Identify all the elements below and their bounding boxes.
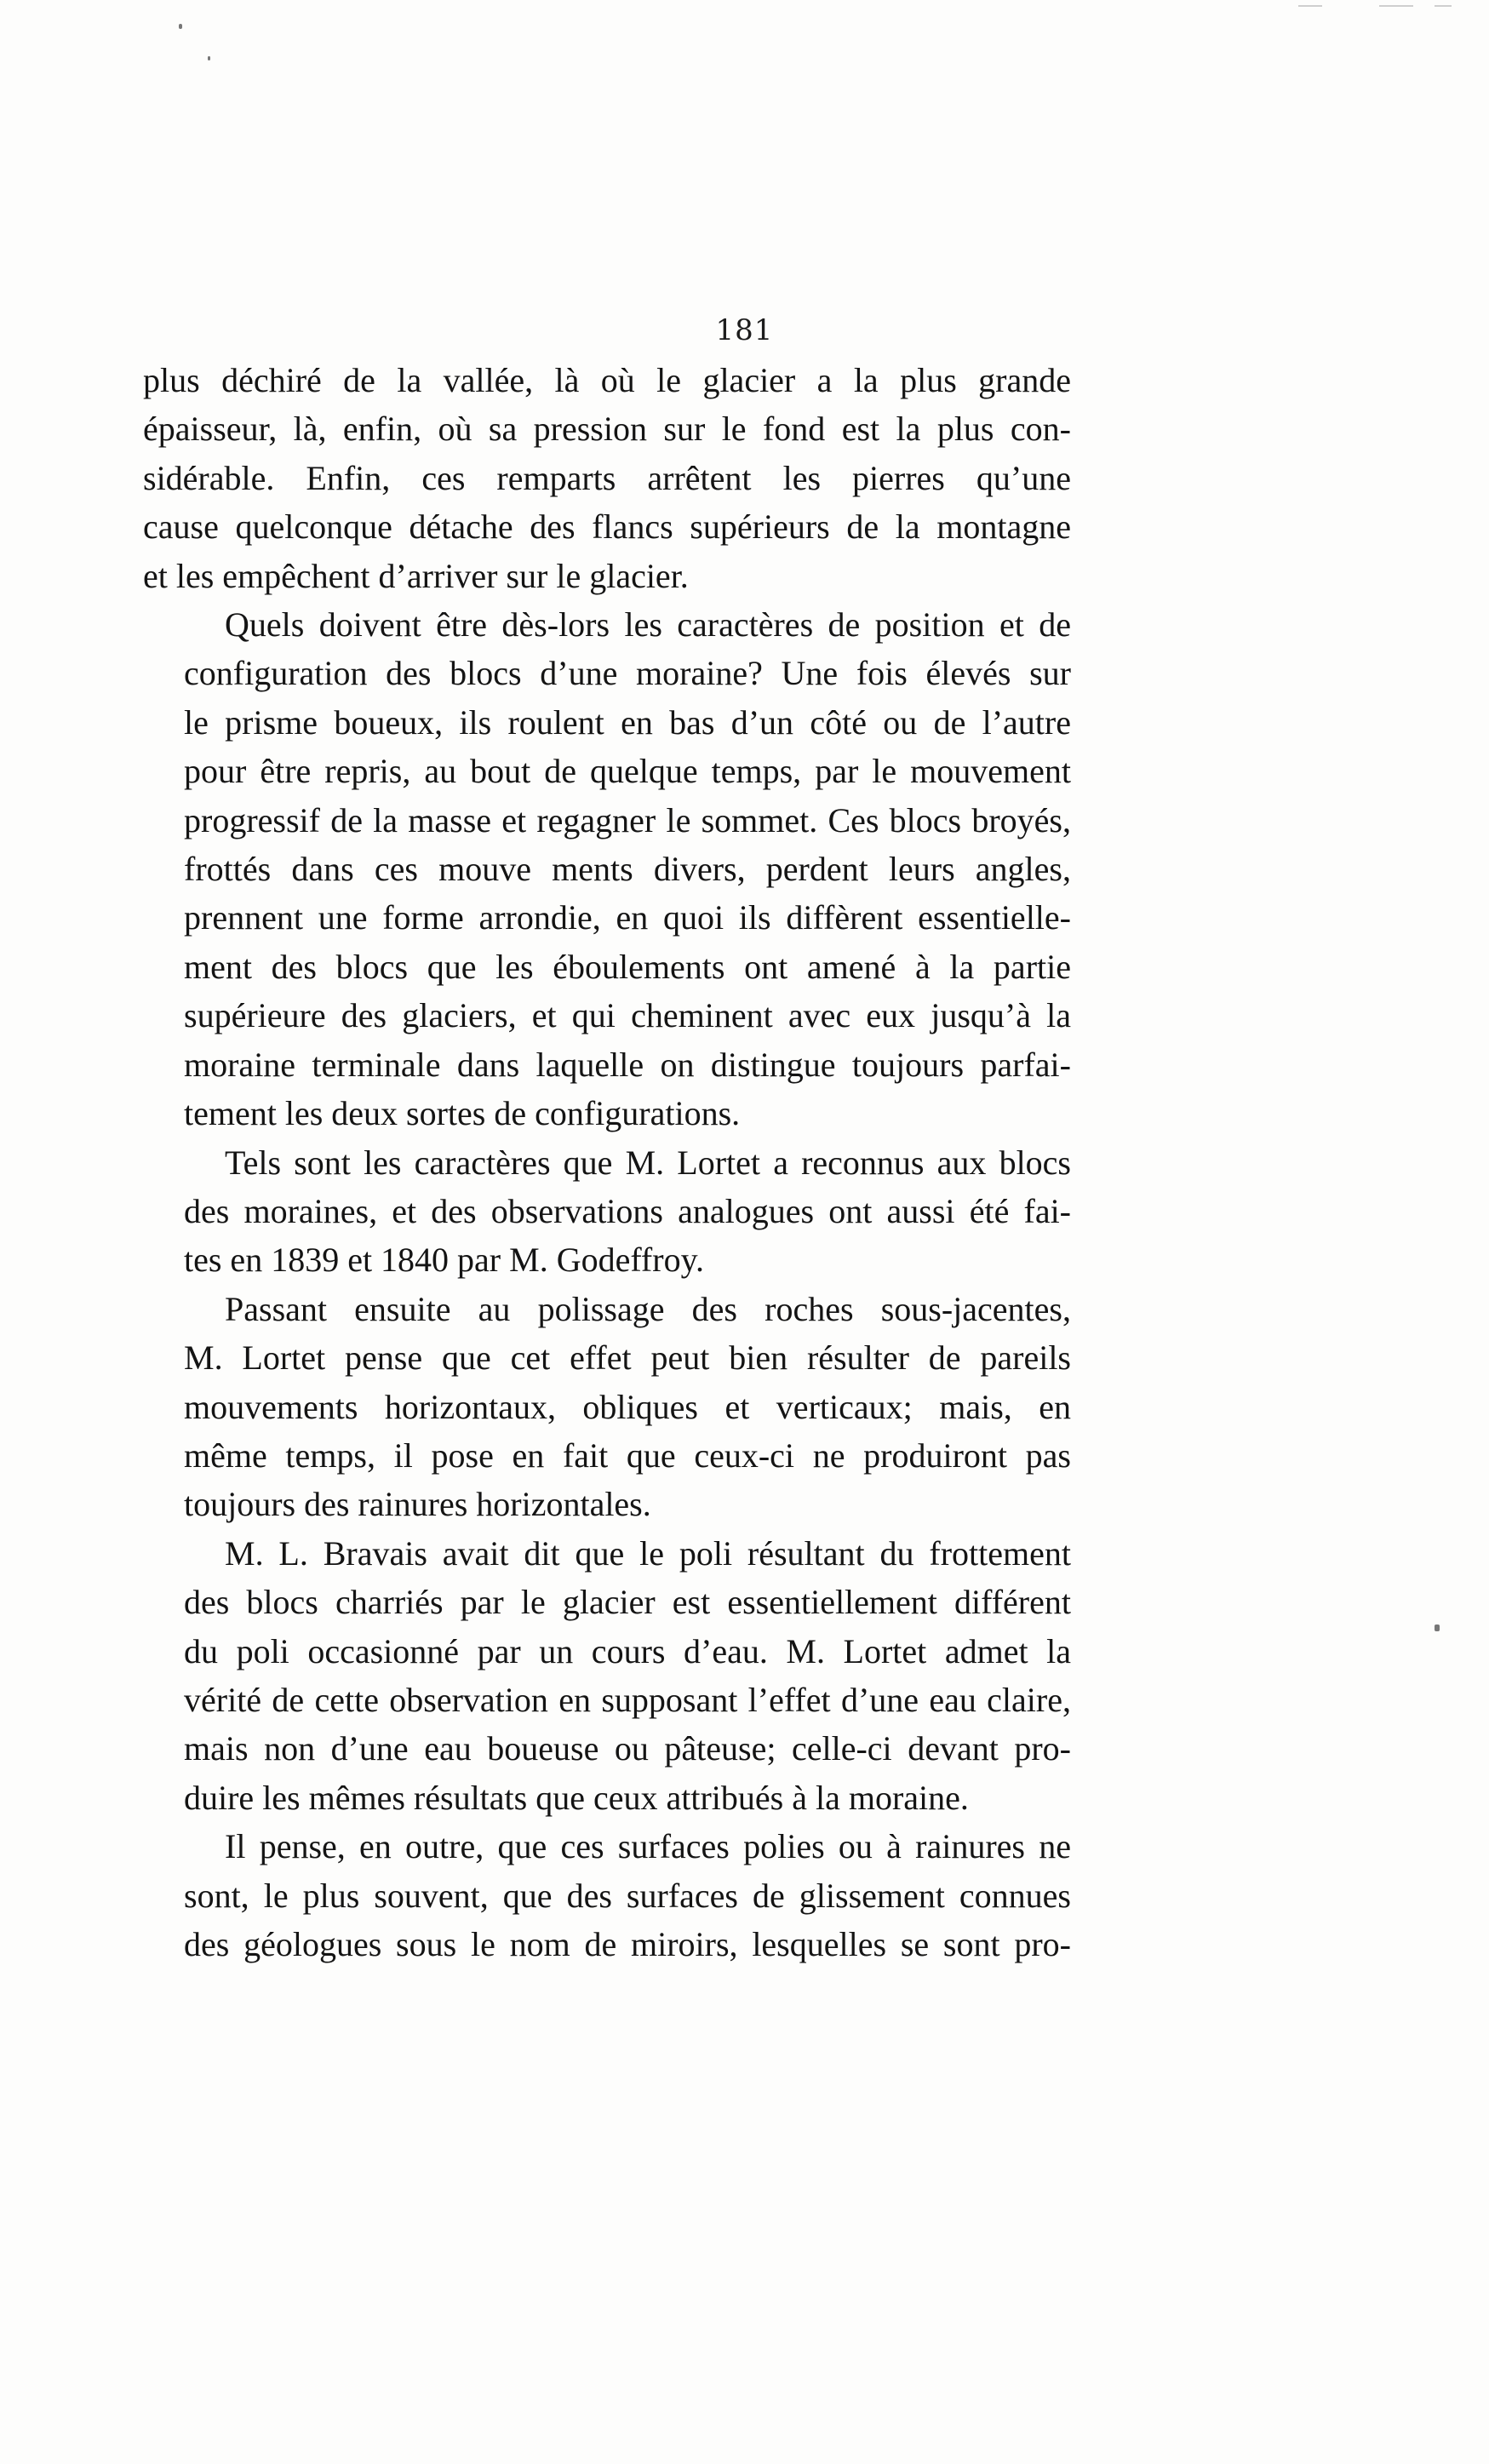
paragraph [143, 356, 1071, 600]
paragraph [143, 1285, 1071, 1529]
scan-edge-mark [1379, 5, 1413, 7]
text-line: Tels sont les caractères que M. Lortet a reconnus aux blocs [225, 1143, 1071, 1182]
text-line: des géologues sous le nom de miroirs, lesquelles se sont pro- [184, 1925, 1071, 1963]
paragraph [143, 1138, 1071, 1285]
text-line: duire les mêmes résultats que ceux attribués à la moraine. [184, 1778, 969, 1817]
text-line: mouvements horizontaux, obliques et verticaux; mais, en [184, 1387, 1071, 1426]
text-line: toujours des rainures horizontales. [184, 1485, 651, 1524]
text-line: des moraines, et des observations analogues ont aussi été fai- [184, 1191, 1071, 1230]
scan-edge-mark [1435, 5, 1452, 7]
text-line: pour être repris, au bout de quelque temps, par le mouvement [184, 752, 1071, 791]
text-line: ment des blocs que les éboulements ont amené à la partie [184, 947, 1071, 986]
text-line: et les empêchent d’arriver sur le glacier. [143, 556, 689, 595]
text-line: sidérable. Enfin, ces remparts arrêtent les pierres qu’une [143, 458, 1071, 497]
text-line: plus déchiré de la vallée, là où le glacier a la plus grande [143, 361, 1071, 399]
paragraph [143, 600, 1071, 1137]
text-line: frottés dans ces mouve ments divers, perdent leurs angles, [184, 850, 1071, 889]
text-line: tement les deux sortes de configurations. [184, 1094, 741, 1133]
scan-speck [208, 56, 210, 60]
paragraph [143, 1822, 1071, 1968]
text-line: le prisme boueux, ils roulent en bas d’un côté ou de l’autre [184, 702, 1071, 742]
text-line: épaisseur, là, enfin, où sa pression sur le fond est la plus con- [143, 410, 1071, 449]
text-line: prennent une forme arrondie, en quoi ils diffèrent essentielle- [184, 898, 1071, 937]
text-line: mais non d’une eau boueuse ou pâteuse; celle-ci devant pro- [184, 1729, 1071, 1768]
text-line: M. Lortet pense que cet effet peut bien résulter de pareils [184, 1338, 1071, 1378]
text-line: Il pense, en outre, que ces surfaces polies ou à rainures ne [225, 1827, 1071, 1866]
text-line: des blocs charriés par le glacier est essentiellement différent [184, 1583, 1071, 1622]
body-text [143, 356, 1071, 1968]
page-number: 181 [715, 313, 774, 347]
text-line: M. L. Bravais avait dit que le poli résultant du frottement [225, 1533, 1071, 1573]
scan-speck [179, 24, 182, 29]
text-line: du poli occasionné par un cours d’eau. M. Lortet admet la [184, 1631, 1071, 1670]
text-line: même temps, il pose en fait que ceux-ci ne produiront pas [184, 1435, 1071, 1475]
text-line: Passant ensuite au polissage des roches sous-jacentes, [225, 1289, 1071, 1328]
text-line: moraine terminale dans laquelle on distingue toujours parfai- [184, 1045, 1071, 1084]
scan-speck [1435, 1625, 1440, 1631]
scan-edge-mark [1298, 5, 1322, 7]
text-line: sont, le plus souvent, que des surfaces de glissement connues [184, 1876, 1071, 1915]
text-line: vérité de cette observation en supposant l’effet d’une eau claire, [184, 1680, 1071, 1719]
paragraph [143, 1529, 1071, 1822]
text-line: tes en 1839 et 1840 par M. Godeffroy. [184, 1241, 704, 1280]
text-line: configuration des blocs d’une moraine? Une fois élevés sur [184, 654, 1071, 693]
text-line: Quels doivent être dès-lors les caractères de position et de [225, 605, 1071, 645]
text-line: progressif de la masse et regagner le sommet. Ces blocs broyés, [184, 800, 1071, 839]
text-line: supérieure des glaciers, et qui cheminent avec eux jusqu’à la [184, 996, 1071, 1035]
text-line: cause quelconque détache des flancs supérieurs de la montagne [143, 507, 1071, 547]
